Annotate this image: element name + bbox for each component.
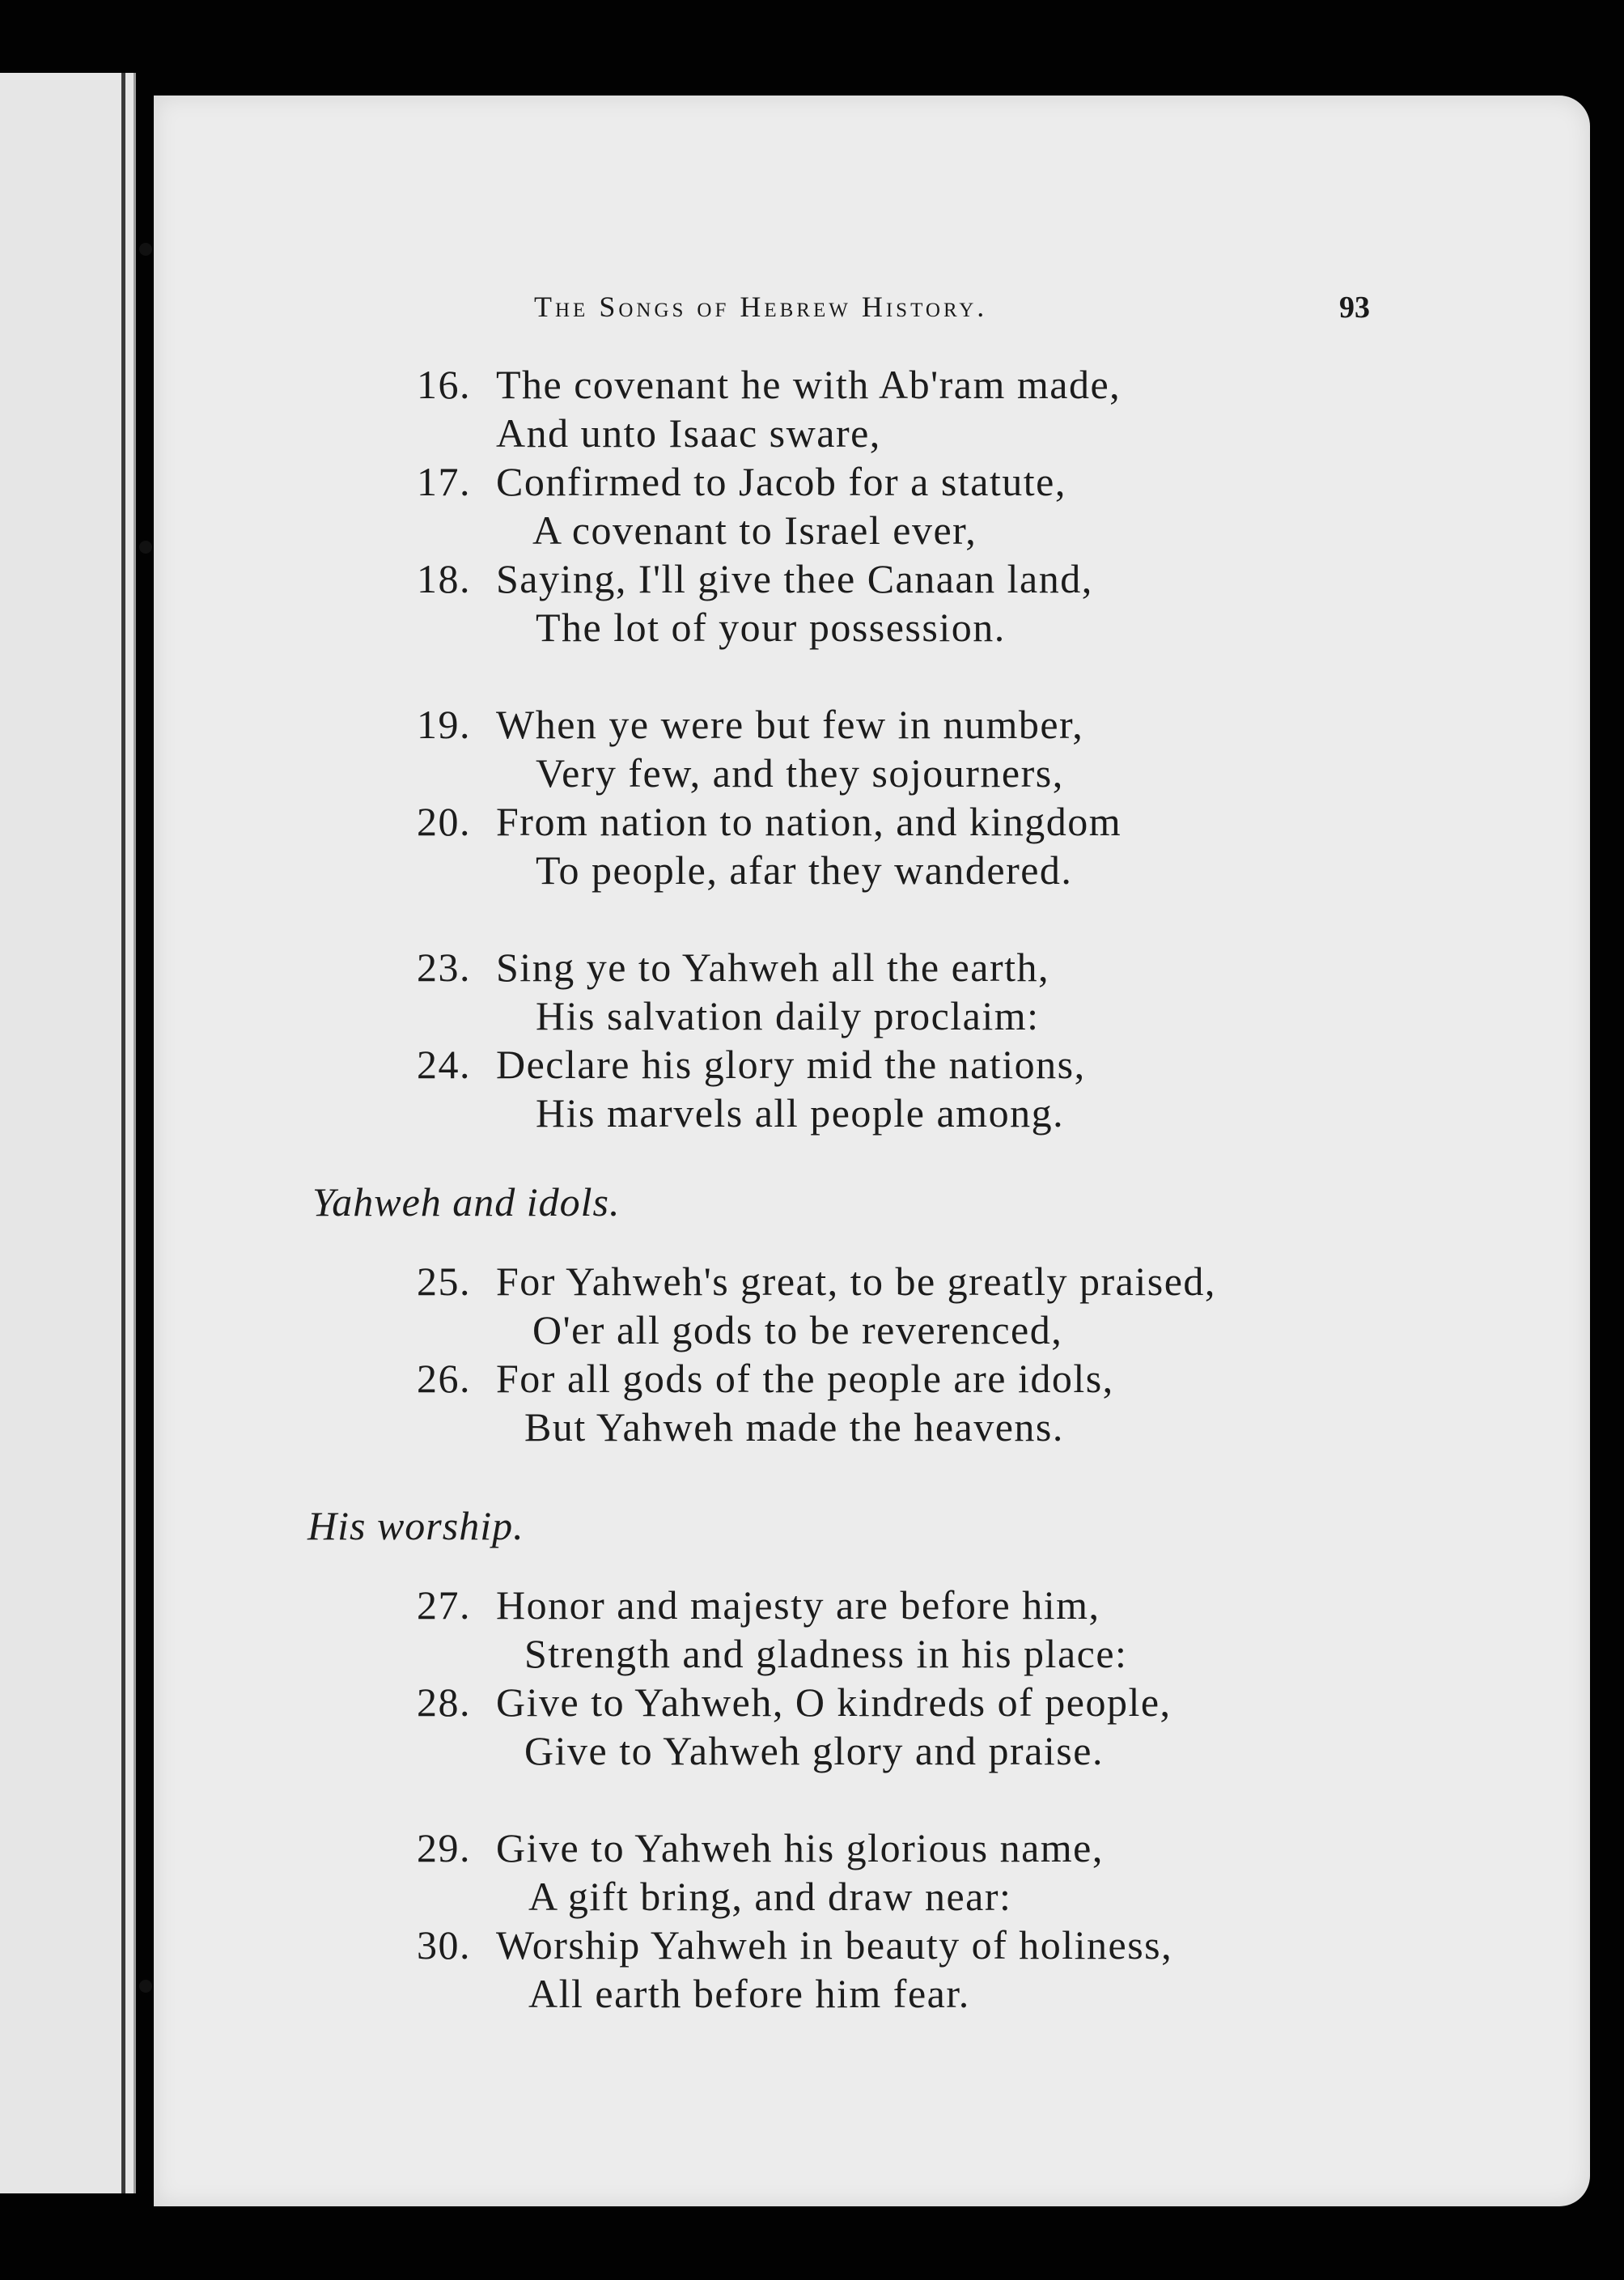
verse-text: For Yahweh's great, to be greatly praised, [496, 1259, 1216, 1304]
verse-continuation: All earth before him fear. [528, 1971, 970, 2016]
verse-line [417, 1259, 1216, 1304]
verse-continuation: A covenant to Israel ever, [532, 507, 977, 553]
verse-continuation: Strength and gladness in his place: [524, 1631, 1128, 1676]
verse-number: 16. [417, 362, 471, 407]
verse-continuation: Give to Yahweh glory and praise. [524, 1728, 1104, 1773]
verse-text: Saying, I'll give thee Canaan land, [496, 556, 1093, 601]
verse-text: Give to Yahweh his glorious name, [496, 1825, 1104, 1870]
verse-text: Honor and majesty are before him, [496, 1582, 1100, 1628]
verse-line [417, 1044, 1086, 1085]
verse-line [417, 1358, 1114, 1399]
verse-text: When ye were but few in number, [496, 702, 1084, 747]
verse-line [417, 1922, 1173, 1968]
verse-line [417, 364, 1121, 405]
section-heading-worship: His worship. [307, 1503, 524, 1548]
verse-text: The covenant he with Ab'ram made, [496, 362, 1122, 407]
verse-number: 26. [417, 1356, 471, 1401]
verse-line [417, 461, 1066, 502]
verse-number: 18. [417, 556, 471, 601]
verse-line [417, 801, 1122, 842]
verse-text: Give to Yahweh, O kindreds of people, [496, 1679, 1172, 1725]
verse-text: Declare his glory mid the nations, [496, 1042, 1086, 1087]
verse-number: 19. [417, 702, 471, 747]
book-page [154, 96, 1590, 2206]
section-heading-idols: Yahweh and idols. [312, 1179, 621, 1225]
verse-number: 27. [417, 1582, 471, 1628]
verse-line [417, 704, 1083, 745]
verse-number: 24. [417, 1042, 471, 1087]
verse-text: For all gods of the people are idols, [496, 1356, 1114, 1401]
gutter-mark [139, 1980, 152, 1993]
facing-page-edge [0, 73, 136, 2193]
verse-text: Confirmed to Jacob for a statute, [496, 459, 1066, 504]
verse-continuation: His marvels all people among. [536, 1090, 1065, 1136]
running-head [154, 290, 1590, 346]
verse-number: 25. [417, 1259, 471, 1304]
verse-number: 28. [417, 1679, 471, 1725]
verse-number: 17. [417, 459, 471, 504]
page-edge-line [121, 73, 125, 2193]
verse-continuation: To people, afar they wandered. [536, 847, 1073, 893]
verse-number: 20. [417, 799, 471, 844]
verse-text: Worship Yahweh in beauty of holiness, [496, 1922, 1173, 1968]
gutter-mark [139, 243, 152, 256]
verse-continuation: And unto Isaac sware, [496, 410, 881, 456]
verse-continuation: The lot of your possession. [536, 605, 1006, 650]
verse-line [417, 1679, 1172, 1725]
verse-continuation: His salvation daily proclaim: [536, 993, 1040, 1038]
verse-number: 29. [417, 1825, 471, 1870]
verse-line [417, 1825, 1104, 1870]
running-title: The Songs of Hebrew History. [534, 291, 988, 323]
verse-number: 30. [417, 1922, 471, 1968]
verse-text: From nation to nation, and kingdom [496, 799, 1122, 844]
verse-number: 23. [417, 945, 471, 990]
verse-line [417, 1582, 1100, 1628]
page-number: 93 [1339, 291, 1370, 325]
verse-line [417, 558, 1093, 599]
verse-continuation: But Yahweh made the heavens. [524, 1404, 1064, 1450]
verse-continuation: A gift bring, and draw near: [528, 1874, 1012, 1919]
verse-continuation: O'er all gods to be reverenced, [532, 1307, 1063, 1352]
verse-line [417, 945, 1050, 990]
gutter-mark [139, 541, 152, 554]
verse-continuation: Very few, and they sojourners, [536, 750, 1064, 796]
verse-text: Sing ye to Yahweh all the earth, [496, 945, 1050, 990]
